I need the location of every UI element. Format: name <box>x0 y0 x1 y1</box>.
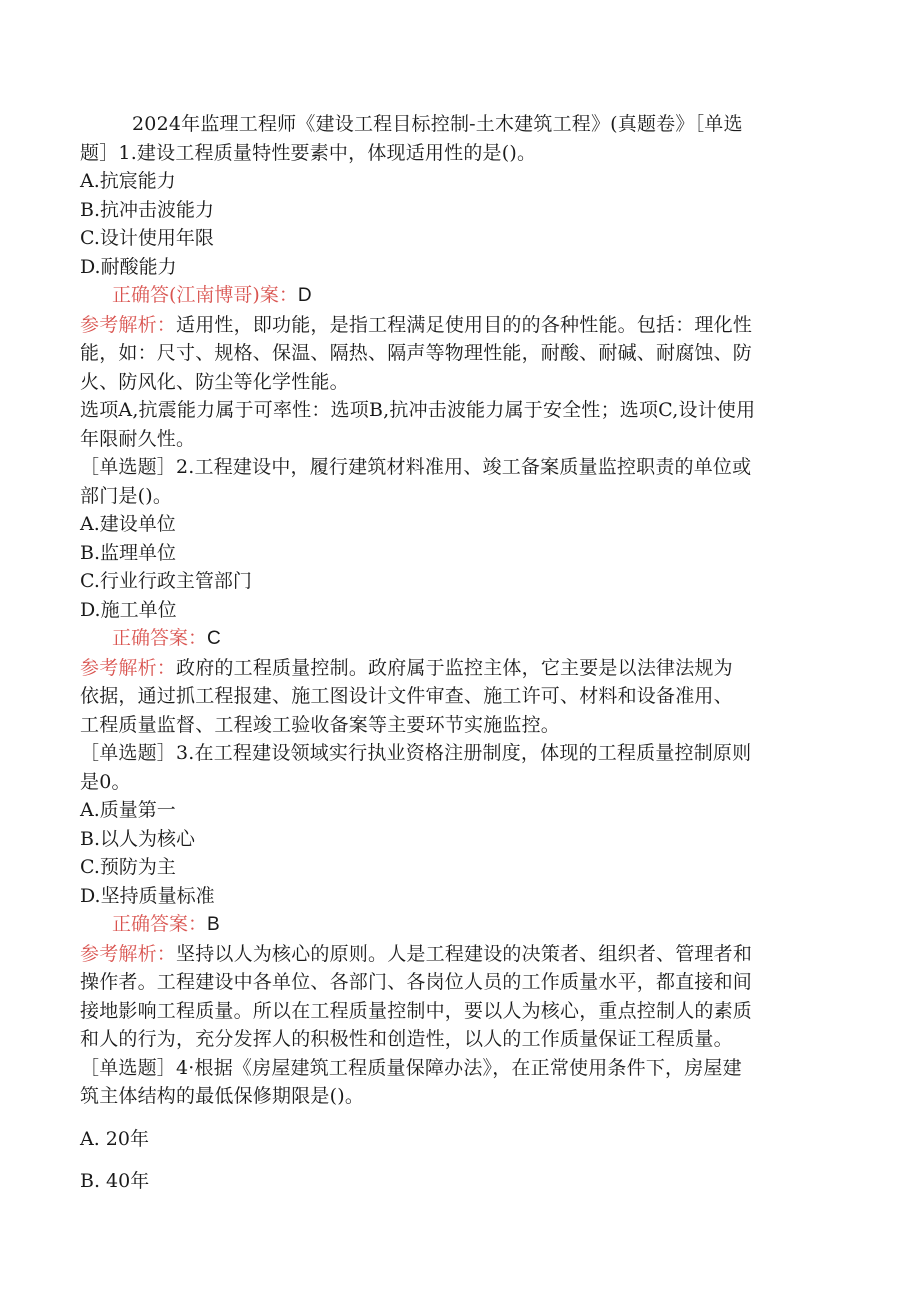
q3-analysis-line-4: 和人的行为，充分发挥人的积极性和创造性，以人的工作质量保证工程质量。 <box>80 1028 733 1050</box>
q3-option-c: C.预防为主 <box>80 856 176 878</box>
q4-option-b: B. 40年 <box>80 1170 150 1192</box>
q2-stem-line-2: 部门是()。 <box>80 484 173 507</box>
question-1-stem: 题］1.建设工程质量特性要素中，体现适用性的是()。 <box>80 141 537 164</box>
q3-analysis-label: 参考解析： <box>80 942 177 965</box>
q3-analysis-line-2: 操作者。工程建设中各单位、各部门、各岗位人员的工作质量水平，都直接和间 <box>80 971 753 993</box>
q3-analysis-line-1 <box>80 940 840 969</box>
q2-answer <box>80 624 840 654</box>
q4-stem-line-1: ［单选题］4·根据《房屋建筑工程质量保障办法》，在正常使用条件下，房屋建 <box>80 1056 742 1079</box>
q3-stem-line-2: 是0。 <box>80 770 131 793</box>
q2-analysis-text-1: 政府的工程质量控制。政府属于监控主体，它主要是以法律法规为 <box>176 656 733 679</box>
q1-option-d: D.耐酸能力 <box>80 255 177 278</box>
q2-option-b: B.监理单位 <box>80 541 177 564</box>
q1-answer-value: D <box>297 285 312 306</box>
q3-option-b: B.以人为核心 <box>80 827 196 850</box>
q1-analysis-label: 参考解析： <box>80 313 177 336</box>
document-title-line-1: 2024年监理工程师《建设工程目标控制-土木建筑工程》(真题卷》［单选 <box>132 113 743 135</box>
q1-analysis-line-4: 选项A,抗震能力属于可率性：选项B,抗冲击波能力属于安全性；选项C,设计使用 <box>80 399 756 421</box>
q3-stem-line-1: ［单选题］3.在工程建设领域实行执业资格注册制度，体现的工程质量控制原则 <box>80 742 752 764</box>
q1-answer-label: 正确答(江南博哥)案： <box>112 284 298 306</box>
q1-answer <box>80 281 840 311</box>
q2-option-c: C.行业行政主管部门 <box>80 570 252 592</box>
q2-stem-line-1: ［单选题］2.工程建设中，履行建筑材料准用、竣工备案质量监控职责的单位或 <box>80 456 752 478</box>
q2-analysis-line-3: 工程质量监督、工程竣工验收备案等主要环节实施监控。 <box>80 713 561 736</box>
q3-option-a: A.质量第一 <box>80 799 176 821</box>
q2-answer-label: 正确答案： <box>112 627 208 649</box>
q2-analysis-label: 参考解析： <box>80 656 177 679</box>
q1-analysis-line-2: 能，如：尺寸、规格、保温、隔热、隔声等物理性能，耐酸、耐碱、耐腐蚀、防 <box>80 342 753 364</box>
q1-analysis-line-1 <box>80 311 840 340</box>
q2-option-a: A.建设单位 <box>80 513 176 535</box>
q2-analysis-line-1 <box>80 654 840 683</box>
q4-stem-line-2: 筑主体结构的最低保修期限是()。 <box>80 1085 365 1107</box>
q3-answer <box>80 910 840 940</box>
q3-answer-value: B <box>207 914 220 935</box>
q2-answer-value: C <box>207 628 221 649</box>
q1-analysis-text-1: 适用性，即功能，是指工程满足使用目的的各种性能。包括：理化性 <box>176 313 753 336</box>
q3-analysis-line-3: 接地影响工程质量。所以在工程质量控制中，要以人为核心，重点控制人的素质 <box>80 999 753 1022</box>
q3-analysis-text-1: 坚持以人为核心的原则。人是工程建设的决策者、组织者、管理者和 <box>176 942 753 965</box>
q2-option-d: D.施工单位 <box>80 598 177 621</box>
q2-analysis-line-2: 依据，通过抓工程报建、施工图设计文件审查、施工许可、材料和设备准用、 <box>80 685 733 707</box>
document-page <box>80 110 840 1202</box>
q1-option-b: B.抗冲击波能力 <box>80 198 215 221</box>
q1-option-a: A.抗宸能力 <box>80 170 176 192</box>
q3-option-d: D.坚持质量标准 <box>80 884 215 907</box>
q4-option-a: A. 20年 <box>80 1127 149 1150</box>
q1-option-c: C.设计使用年限 <box>80 227 214 249</box>
q1-analysis-line-3: 火、防风化、防尘等化学性能。 <box>80 370 349 393</box>
q1-analysis-line-5: 年限耐久性。 <box>80 427 196 450</box>
q3-answer-label: 正确答案： <box>112 913 208 935</box>
